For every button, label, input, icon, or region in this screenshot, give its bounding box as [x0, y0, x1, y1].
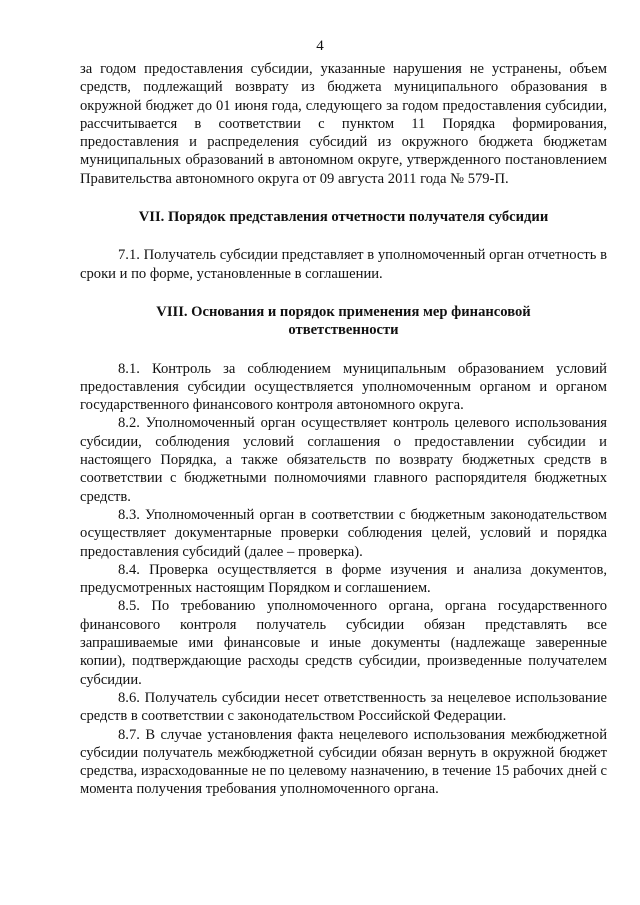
paragraph-8-3: 8.3. Уполномоченный орган в соответствии с бюджетным законодательством осуществляет документарные проверки соблюдения целей, условий и порядка предоставления субсидий (далее – проверка).: [80, 506, 607, 560]
paragraph-8-4: 8.4. Проверка осуществляется в форме изучения и анализа документов, предусмотренных настоящим Порядком и соглашением.: [80, 561, 607, 597]
document-body: [80, 60, 607, 799]
section-8-heading-line-2: ответственности: [288, 322, 399, 339]
page-number: 4: [316, 38, 324, 54]
section-8-heading: [80, 303, 607, 340]
paragraph-8-2: 8.2. Уполномоченный орган осуществляет контроль целевого использования субсидии, соблюдения условий соглашения о предоставлении субсидии и настоящего Порядка, а также обязательств по возврату бюджетных средств в соответствии с бюджетными полномочиями главного распорядителя бюджетных средств.: [80, 415, 607, 505]
paragraph-7-1: 7.1. Получатель субсидии представляет в уполномоченный орган отчетность в сроки и по форме, установленные в соглашении.: [80, 247, 607, 282]
paragraph-8-6: 8.6. Получатель субсидии несет ответственность за нецелевое использование средств в соответствии с законодательством Российской Федерации.: [80, 689, 607, 725]
paragraph-8-7: 8.7. В случае установления факта нецелевого использования межбюджетной субсидии получатель межбюджетной субсидии обязан вернуть в окружной бюджет средства, израсходованные не по целевому назначению, в течение 15 рабочих дней с момента получения требования уполномоченного органа.: [80, 726, 607, 798]
paragraph-8-1: 8.1. Контроль за соблюдением муниципальным образованием условий предоставления субсидии осуществляется уполномоченным органом и органом государственного финансового контроля автономного округа.: [80, 360, 607, 414]
paragraph-8-5: 8.5. По требованию уполномоченного органа, органа государственного финансового контроля получатель субсидии обязан представлять все запрашиваемые ими финансовые и иные документы (надлежаще заверенные копии), подтверждающие расходы средств субсидии, произведенные получателем субсидии.: [80, 598, 607, 688]
section-8-heading-line-1: VIII. Основания и порядок применения мер финансовой: [156, 303, 531, 320]
intro-paragraph: за годом предоставления субсидии, указанные нарушения не устранены, объем средств, подлежащий возврату из бюджета муниципального образования в окружной бюджет до 01 июня года, следующего за годом предоставления субсидии, рассчитывается в соответствии с пунктом 11 Порядка формирования, предоставления и распределения субсидий из окружного бюджета бюджетам муниципальных образований в автономном округе, утвержденного постановлением Правительства автономного округа от 09 августа 2011 года № 579-П.: [80, 61, 607, 187]
section-7-heading: VII. Порядок представления отчетности получателя субсидии: [138, 209, 549, 226]
